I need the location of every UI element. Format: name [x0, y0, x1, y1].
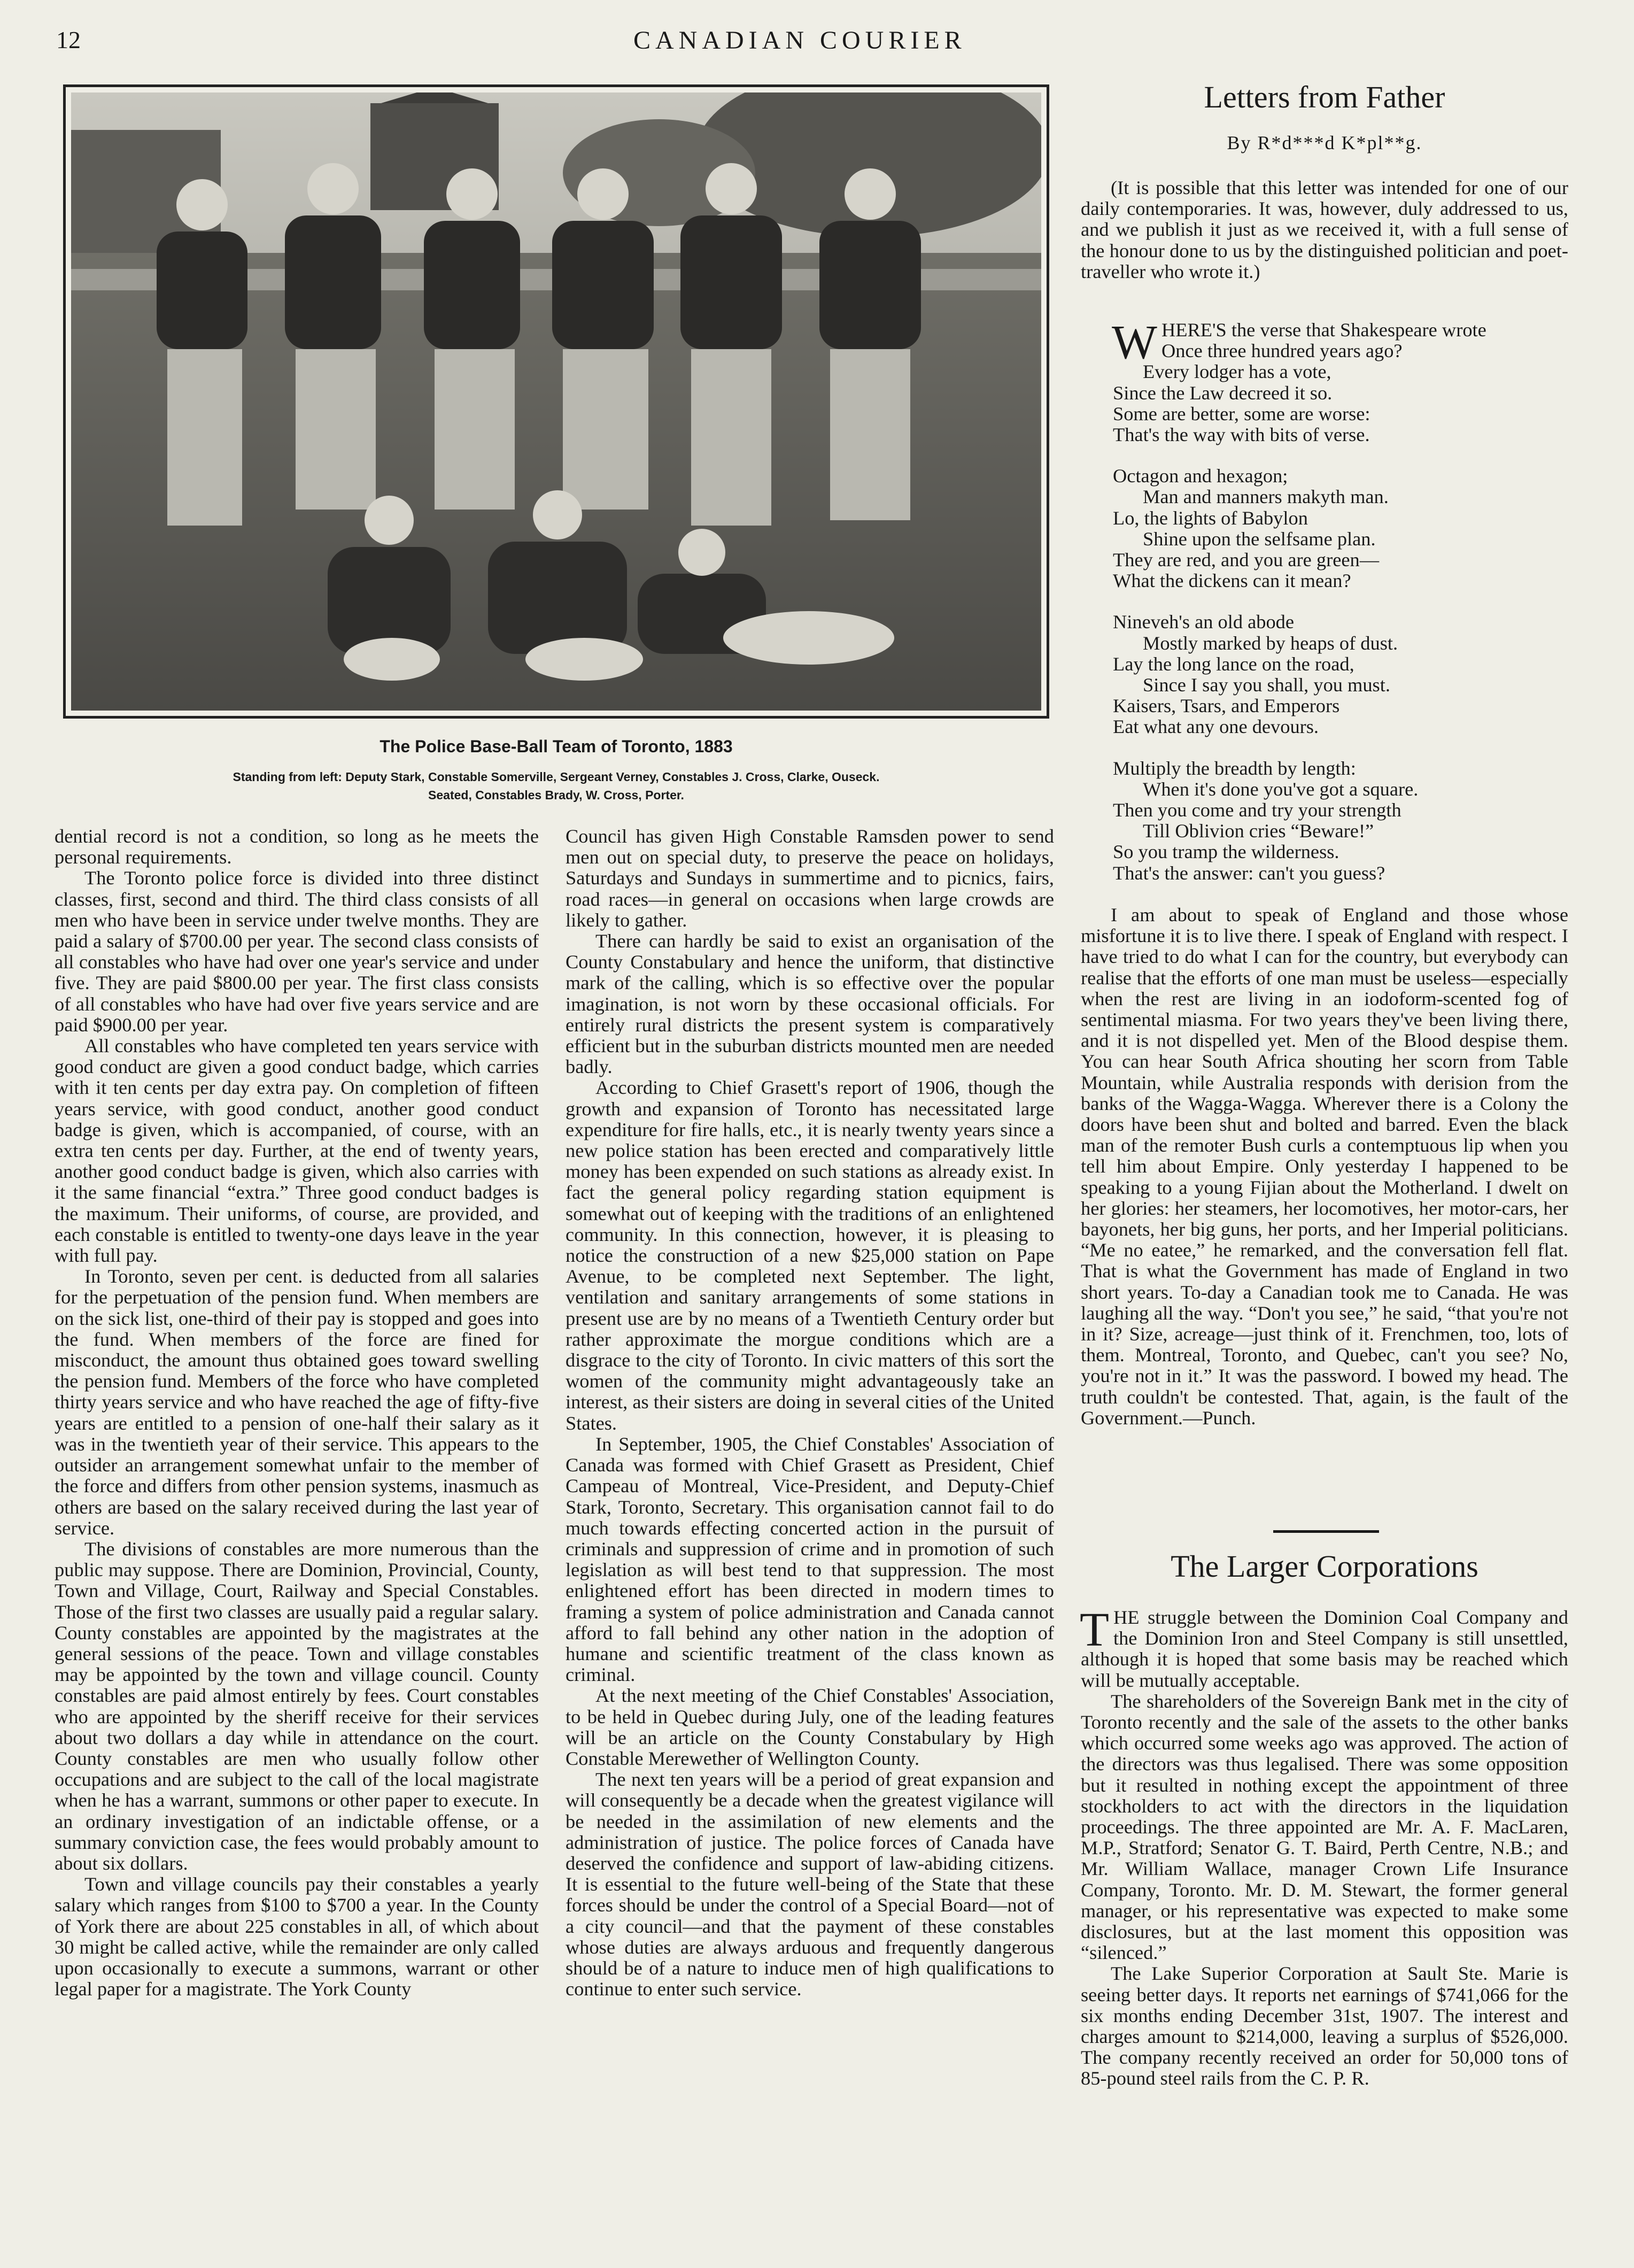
paragraph: (It is possible that this letter was intended for one of our daily contemporaries. It was, however, duly addressed to us, and we publish it just as we received it, with a full sense of the honour done to us by the distinguished politician and poet-traveller who wrote it.)	[1081, 177, 1568, 282]
poem-line: When it's done you've got a square.	[1143, 778, 1419, 800]
drop-cap: T	[1080, 1603, 1109, 1656]
stanza	[1113, 466, 1573, 591]
poem-line: Then you come and try your strength	[1113, 799, 1401, 821]
poem-line: Some are better, some are worse:	[1113, 403, 1370, 425]
drop-cap: W	[1112, 316, 1157, 369]
paragraph: dential record is not a condition, so long as he meets the personal requirements.	[55, 826, 539, 868]
poem-line: That's the way with bits of verse.	[1113, 424, 1370, 446]
paragraph: The next ten years will be a period of great expansion and will consequently be a decade when the greatest vigilance will be needed in the assimilation of new elements and the administration of justice. The police forces of Canada have deserved the confidence and support of law-abiding citizens. It is essential to the future well-being of the State that these forces should be under the control of a Special Board—not of a city council—and that the payment of these constables whose duties are always arduous and frequently dangerous should be of a nature to induce men of high qualifications to continue to enter such service.	[566, 1769, 1054, 2000]
paragraph: I am about to speak of England and those whose misfortune it is to live there. I speak of England with respect. I have tried to do what I can for the country, but everybody can realise that the efforts of one man must be useless—especially when the rest are living in an iodoform-scented fog of sentimental miasma. For two years they've been living there, and it is not dispelled yet. Men of the Blood despise them. You can hear South Africa shouting her scorn from Table Mountain, while Australia responds with derision from the banks of the Wagga-Wagga. Wherever there is a Colony the doors have been shut and bolted and barred. Even the black man of the remoter Bush curls a contemptuous lip when you tell him about Empire. Only yesterday I happened to be speaking to a young Fijian about the Motherland. I dwelt on her glories: her steamers, her locomotives, her motor-cars, her bayonets, her big guns, her ports, and her Imperial politicians. “Me no eatee,” he remarked, and the conversation fell flat. That is what the Government has made of England in two short years. To-day a Canadian took me to Canada. He was laughing all the way. “Don't you see,” he said, “that you're not in it? Size, acreage—just think of it. Frenchmen, too, lots of them. Montreal, Toronto, and Quebec, can't you see? No, you're not in it.” It was the password. I bowed my head. The truth couldn't be contested. That, again, is the fault of the Government.—Punch.	[1081, 904, 1568, 1429]
paragraph: The Toronto police force is divided into three distinct classes, first, second and third. The third class consists of all men who have been in service under twelve months. They are paid a salary of $700.00 per year. The second class consists of all constables who have had over one year's service and under five. They are paid $800.00 per year. The first class consists of all constables who have had over five years service and are paid $900.00 per year.	[55, 867, 539, 1036]
poem-line: Shine upon the selfsame plan.	[1143, 528, 1376, 550]
poem-line: Nineveh's an old abode	[1113, 611, 1295, 633]
paragraph	[1080, 1603, 1568, 1691]
poem-line: Multiply the breadth by length:	[1113, 757, 1356, 779]
photo-caption-title: The Police Base-Ball Team of Toronto, 1883	[380, 737, 733, 756]
poem-line: Lo, the lights of Babylon	[1113, 507, 1308, 529]
letters-prose	[1081, 905, 1568, 1429]
team-photo-frame	[63, 84, 1049, 719]
paragraph-text: HE struggle between the Dominion Coal Company and the Dominion Iron and Steel Company is still unsettled, although it is hoped that some basis may be reached which will be mutually acceptable.	[1081, 1607, 1568, 1691]
paragraph: In September, 1905, the Chief Constables' Association of Canada was formed with Chief Grasett as President, Chief Campeau of Montreal, Vice-President, and Deputy-Chief Stark, Toronto, Secretary. This organisation cannot fail to do much towards effecting concerted action in the pursuit of criminals and suppression of crime and in promotion of such legislation as will best tend to that suppression. The most enlightened effort has been directed in modern times to framing a system of police administration and Canada cannot afford to fall behind any other nation in the adoption of humane and scientific treatment of the class known as criminal.	[566, 1433, 1054, 1686]
stanza	[1112, 316, 1573, 446]
poem-line: Lay the long lance on the road,	[1113, 653, 1354, 675]
paragraph: The divisions of constables are more numerous than the public may suppose. There are Dominion, Provincial, County, Town and Village, Court, Railway and Special Constables. Those of the first two classes are usually paid a regular salary. County constables are appointed by the magistrates at the general sessions of the peace. Town and village constables may be appointed by the town and village council. County constables are paid almost entirely by fees. Court constables who are appointed by the sheriff receive for their services about two dollars a day while in attendance on the court. County constables are men who usually follow other occupations and are subject to the call of the local magistrate when he has a warrant, summons or other paper to execute. In an ordinary investigation of an indictable offense, or a summary conviction case, the fees would probably amount to about six dollars.	[55, 1538, 539, 1874]
poem-line: Till Oblivion cries “Beware!”	[1143, 820, 1374, 842]
poem	[1112, 316, 1573, 904]
team-photo	[71, 92, 1041, 711]
paragraph: The Lake Superior Corporation at Sault Ste. Marie is seeing better days. It reports net earnings of $741,066 for the six months ending December 31st, 1907. The interest and charges amount to $214,000, leaving a surplus of $526,000. The company recently received an order for 50,000 tons of 85-pound steel rails from the C. P. R.	[1081, 1963, 1568, 2089]
larger-corporations-body	[1080, 1603, 1568, 2089]
stanza	[1113, 758, 1573, 884]
poem-line: HERE'S the verse that Shakespeare wrote	[1161, 319, 1486, 341]
middle-column	[566, 826, 1054, 2000]
poem-line: Mostly marked by heaps of dust.	[1143, 632, 1398, 654]
poem-line: Eat what any one devours.	[1113, 716, 1319, 738]
poem-line: Octagon and hexagon;	[1113, 465, 1288, 487]
article-title: Letters from Father	[1204, 80, 1445, 114]
poem-line: Kaisers, Tsars, and Emperors	[1113, 695, 1340, 717]
poem-line: That's the answer: can't you guess?	[1113, 862, 1385, 884]
poem-line: Since I say you shall, you must.	[1143, 674, 1390, 696]
photo-caption-line: Standing from left: Deputy Stark, Constable Somerville, Sergeant Verney, Constables J. Cross, Clarke, Ouseck.	[233, 770, 880, 784]
poem-line: So you tramp the wilderness.	[1113, 841, 1339, 863]
paragraph: At the next meeting of the Chief Constables' Association, to be held in Quebec during July, one of the leading features will be an article on the County Constabulary by High Constable Merewether of Wellington County.	[566, 1685, 1054, 1769]
stanza	[1113, 612, 1573, 737]
photo-caption-line: Seated, Constables Brady, W. Cross, Porter.	[428, 788, 684, 802]
paragraph: There can hardly be said to exist an organisation of the County Constabulary and hence the uniform, that distinctive mark of the calling, which is so effective over the popular imagination, is not worn by these occasional officials. For entirely rural districts the present system is comparatively efficient but in the suburban districts mounted men are needed badly.	[566, 930, 1054, 1078]
poem-line: They are red, and you are green—	[1113, 549, 1380, 571]
poem-line: Once three hundred years ago?	[1161, 340, 1403, 362]
article-title: The Larger Corporations	[1171, 1549, 1478, 1584]
paragraph: The shareholders of the Sovereign Bank met in the city of Toronto recently and the sale of the assets to the other banks which occurred some weeks ago was approved. The action of the directors was thus legalised. There was some opposition but it resulted in nothing except the appointment of three stockholders to act with the directors in the liquidation proceedings. The three appointed are Mr. A. F. MacLaren, M.P., Stratford; Senator G. T. Baird, Perth Centre, N.B.; and Mr. William Wallace, manager Crown Life Insurance Company, Toronto. Mr. D. M. Stewart, the former general manager, or his representative was expected to make some disclosures, but at the last moment this opposition was “silenced.”	[1081, 1690, 1568, 1964]
running-head: CANADIAN COURIER	[633, 26, 966, 55]
paragraph: In Toronto, seven per cent. is deducted from all salaries for the perpetuation of the pension fund. When members are on the sick list, one-third of their pay is stopped and goes into the fund. When members of the force are fined for misconduct, the amount thus obtained goes toward swelling the pension fund. Members of the force who have completed thirty years service and who have reached the age of fifty-five years are entitled to a pension of one-half their salary as it was in the twentieth year of their service. This appears to the outsider an arrangement somewhat unfair to the member of the force and differs from other pension systems, inasmuch as others are based on the salary received during the last year of service.	[55, 1266, 539, 1539]
section-divider	[1273, 1530, 1379, 1533]
paragraph: Council has given High Constable Ramsden power to send men out on special duty, to preserve the peace on holidays, Saturdays and Sundays in summertime and to picnics, fairs, road races—in general on occasions when large crowds are likely to gather.	[566, 826, 1054, 931]
byline: By R*d***d K*pl**g.	[1227, 132, 1422, 153]
poem-line: Every lodger has a vote,	[1143, 361, 1331, 383]
paragraph: According to Chief Grasett's report of 1906, though the growth and expansion of Toronto has necessitated large expenditure for fire halls, etc., it is nearly twenty years since a new police station has been erected and comparatively little money has been expended on such stations as already exist. In fact the general policy regarding station equipment is somewhat out of keeping with the traditions of an enlightened community. In this connection, however, it is pleasing to notice the construction of a new $25,000 station on Pape Avenue, to be completed next September. The light, ventilation and sanitary arrangements of some stations in present use are by no means of a Twentieth Century order but rather approximate the morgue conditions which are a disgrace to the city of Toronto. In civic matters of this sort the women of the community might advantageously take an interest, as their sisters are doing in several cities of the United States.	[566, 1077, 1054, 1434]
poem-line: Man and manners makyth man.	[1143, 486, 1389, 508]
left-column	[55, 826, 539, 2000]
poem-line: What the dickens can it mean?	[1113, 570, 1351, 592]
letters-intro	[1081, 178, 1568, 282]
poem-line: Since the Law decreed it so.	[1113, 382, 1333, 404]
paragraph: Town and village councils pay their constables a yearly salary which ranges from $100 to $700 a year. In the County of York there are about 225 constables in all, of which about 30 might be called active, while the remainder are only called upon occasionally to execute a summons, warrant or other legal paper for a magistrate. The York County	[55, 1873, 539, 2000]
paragraph: All constables who have completed ten years service with good conduct are given a good conduct badge, which carries with it ten cents per day extra pay. On completion of fifteen years service, with good conduct, another good conduct badge is given, which is accompanied, of course, with an extra ten cents per day. Further, at the end of twenty years, another good conduct badge is given, which also carries with it the same financial “extra.” Three good conduct badges is the maximum. Their uniforms, of course, are provided, and each constable is entitled to twenty-one days leave in the year with full pay.	[55, 1035, 539, 1267]
page-number: 12	[56, 26, 81, 53]
